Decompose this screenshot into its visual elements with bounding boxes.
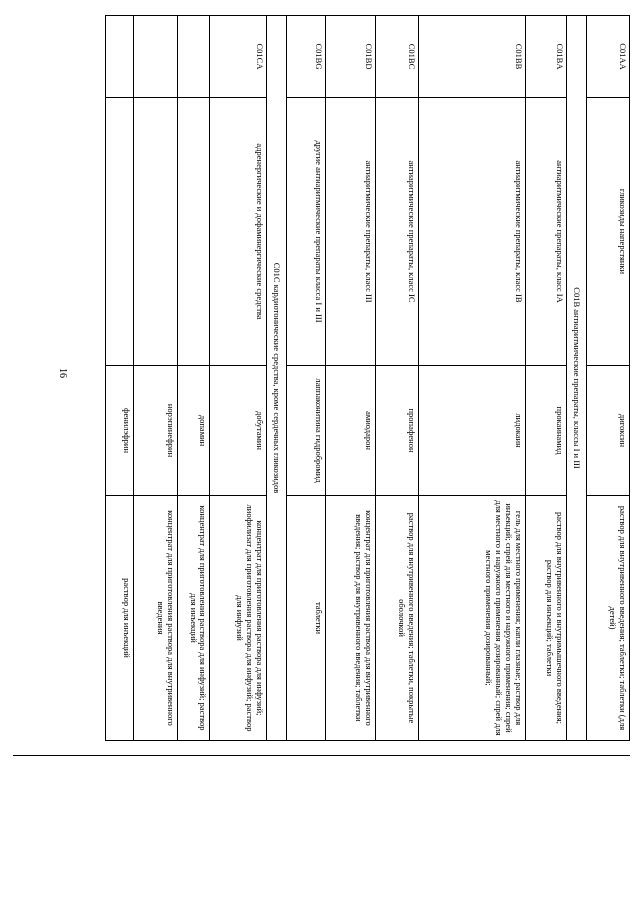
substance-cell: добутамин bbox=[210, 366, 267, 496]
dosage-form-cell: концентрат для приготовления раствора для внутривенного введения bbox=[134, 496, 177, 741]
substance-cell: фенилэфрин bbox=[106, 366, 134, 496]
table-row bbox=[586, 16, 629, 741]
table-row bbox=[325, 16, 375, 741]
rotated-table-wrapper bbox=[105, 15, 630, 740]
table-row bbox=[106, 16, 134, 741]
section-row bbox=[566, 16, 586, 741]
table-row bbox=[177, 16, 210, 741]
atc-code-cell: C01BC bbox=[375, 16, 418, 98]
group-cell bbox=[177, 98, 210, 366]
group-cell: антиаритмические препараты, класс IB bbox=[419, 98, 526, 366]
group-cell: антиаритмические препараты, класс IA bbox=[525, 98, 566, 366]
dosage-form-cell: раствор для инъекций bbox=[106, 496, 134, 741]
substance-cell: амиодарон bbox=[325, 366, 375, 496]
table-row bbox=[286, 16, 325, 741]
table-row bbox=[134, 16, 177, 741]
dosage-form-cell: раствор для внутривенного и внутримышечного введения; раствор для инъекций; таблетки bbox=[525, 496, 566, 741]
group-cell: гликозиды наперстянки bbox=[586, 98, 629, 366]
dosage-form-cell: раствор для внутривенного введения; таблетки, покрытые оболочкой bbox=[375, 496, 418, 741]
group-cell bbox=[134, 98, 177, 366]
atc-code-cell: C01BD bbox=[325, 16, 375, 98]
table-row bbox=[525, 16, 566, 741]
group-cell: другие антиаритмические препараты класса I и III bbox=[286, 98, 325, 366]
substance-cell: лидокаин bbox=[419, 366, 526, 496]
medicines-table bbox=[105, 15, 630, 741]
section-heading: C01B антиаритмические препараты, классы I и III bbox=[566, 16, 586, 741]
page-number: 16 bbox=[57, 368, 68, 378]
section-row bbox=[266, 16, 286, 741]
dosage-form-cell: таблетки bbox=[286, 496, 325, 741]
page-divider-line bbox=[13, 755, 630, 756]
group-cell: адренергические и дофаминергические средства bbox=[210, 98, 267, 366]
substance-cell: пропафенон bbox=[375, 366, 418, 496]
atc-code-cell bbox=[134, 16, 177, 98]
atc-code-cell: C01BA bbox=[525, 16, 566, 98]
substance-cell: прокаинамид bbox=[525, 366, 566, 496]
atc-code-cell bbox=[177, 16, 210, 98]
group-cell bbox=[106, 98, 134, 366]
dosage-form-cell: раствор для внутривенного введения; таблетки; таблетки (для детей) bbox=[586, 496, 629, 741]
dosage-form-cell: концентрат для приготовления раствора для инфузий; раствор для инъекций bbox=[177, 496, 210, 741]
dosage-form-cell: концентрат для приготовления раствора для внутривенного введения; раствор для внутривенного введения; таблетки bbox=[325, 496, 375, 741]
atc-code-cell: C01BB bbox=[419, 16, 526, 98]
dosage-form-cell: гель для местного применения; капли глазные; раствор для инъекций; спрей для местного и наружного применения; спрей для местного и наружного применения дозированный; спрей для местного применения дозированный; bbox=[419, 496, 526, 741]
table-row bbox=[210, 16, 267, 741]
substance-cell: допамин bbox=[177, 366, 210, 496]
atc-code-cell: C01BG bbox=[286, 16, 325, 98]
group-cell: антиаритмические препараты, класс IC bbox=[375, 98, 418, 366]
medicines-table-body bbox=[106, 16, 630, 741]
rotated-table-frame bbox=[105, 15, 630, 740]
substance-cell: норэпинефрин bbox=[134, 366, 177, 496]
section-heading: C01C кардиотонические средства, кроме сердечных гликозидов bbox=[266, 16, 286, 741]
table-row bbox=[375, 16, 418, 741]
atc-code-cell bbox=[106, 16, 134, 98]
atc-code-cell: C01CA bbox=[210, 16, 267, 98]
substance-cell: дигоксин bbox=[586, 366, 629, 496]
atc-code-cell: C01AA bbox=[586, 16, 629, 98]
substance-cell: лаппаконитина гидробромид bbox=[286, 366, 325, 496]
table-row bbox=[419, 16, 526, 741]
group-cell: антиаритмические препараты, класс III bbox=[325, 98, 375, 366]
dosage-form-cell: концентрат для приготовления раствора для инфузий; лиофилизат для приготовления раствора для инфузий; раствор для инфузий bbox=[210, 496, 267, 741]
